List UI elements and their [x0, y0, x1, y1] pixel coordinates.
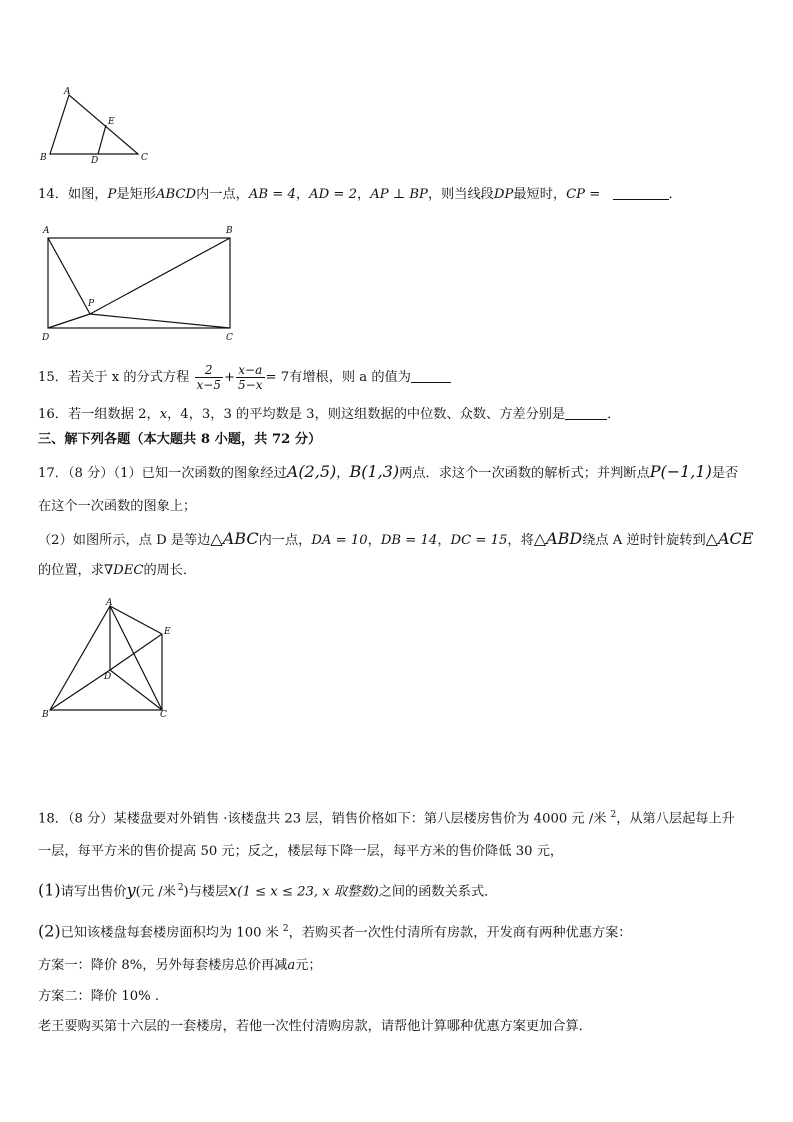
figure-q14-lines	[48, 238, 230, 328]
question-18-part2: (2)已知该楼盘每套楼房面积均为 100 米 $^2$，若购买者一次性付清所有房款，开发商有两种优惠方案：	[38, 921, 632, 941]
question-18-part1: (1)请写出售价y(元 /米 $^2$)与楼层x(1 ≤ x ≤ 23, x 取整数)之间的函数关系式．	[38, 880, 498, 900]
figure-q13	[38, 85, 158, 165]
question-16: 16．若一组数据 2，x，4，3，3 的平均数是 3，则这组数据的中位数、众数、方差分别是 ．	[38, 407, 621, 422]
section-3-heading: 三、解下列各题（本大题共 8 小题，共 72 分）	[38, 432, 322, 447]
figure-q17-lines	[50, 606, 162, 710]
label-c: C	[226, 333, 233, 343]
label-d: D	[42, 333, 50, 343]
label-e: E	[108, 117, 115, 127]
question-17-line2: 在这个一次函数的图象上；	[38, 499, 197, 514]
label-c: C	[160, 710, 167, 720]
question-17-line4: 的位置，求∇DEC的周长．	[38, 563, 197, 578]
label-b: B	[40, 153, 47, 163]
label-b: B	[226, 226, 233, 236]
question-18-line1: 18．（8 分）某楼盘要对外销售 ·该楼盘共 23 层，销售价格如下：第八层楼房售价为 4000 元 /米 $^2$，从第八层起每上升	[38, 810, 735, 827]
figure-q14	[38, 222, 243, 344]
label-a: A	[64, 87, 71, 97]
figure-q13-lines	[50, 95, 138, 154]
question-17-line3: （2）如图所示，点 D 是等边△ABC内一点，DA = 10，DB = 14，DC = 15，将△ABD绕点 A 逆时针旋转到△ACE	[38, 529, 754, 548]
question-18-plan2: 方案二：降价 10% .	[38, 989, 160, 1004]
label-a: A	[43, 226, 50, 236]
label-b: B	[42, 710, 49, 720]
answer-blank-15[interactable]	[411, 382, 451, 383]
answer-blank-16[interactable]	[565, 419, 607, 420]
figure-q17	[38, 596, 178, 722]
question-15: 15．若关于 x 的分式方程 $\frac{2}{x-5}$ + $\frac{x-a}{5-x}$ = 7有增根，则 a 的值为	[38, 358, 451, 398]
answer-blank-14[interactable]	[613, 199, 669, 200]
question-17-line1: 17．（8 分）（1）已知一次函数的图象经过A(2,5)，B(1,3)两点．求这个一次函数的解析式；并判断点P(−1,1)是否	[38, 462, 739, 481]
question-18-last: 老王要购买第十六层的一套楼房，若他一次性付清购房款，请帮他计算哪种优惠方案更加合算．	[38, 1019, 592, 1034]
label-c: C	[141, 153, 148, 163]
label-e: E	[164, 627, 171, 637]
fraction-2: $\frac{x-a}{5-x}$	[238, 363, 263, 392]
label-d: D	[91, 156, 99, 165]
label-a: A	[106, 598, 113, 608]
question-14: 14．如图，P是矩形ABCD内一点，AB = 4，AD = 2，AP ⊥ BP，则当线段DP最短时，CP = ．	[38, 187, 682, 202]
label-p: P	[88, 299, 95, 309]
fraction-1: $\frac{2}{x-5}$	[196, 363, 221, 392]
question-18-plan1: 方案一：降价 8%，另外每套楼房总价再减a元；	[38, 958, 322, 973]
label-d: D	[104, 672, 112, 682]
question-18-line2: 一层，每平方米的售价提高 50 元；反之，楼层每下降一层，每平方米的售价降低 30 元，	[38, 844, 564, 859]
